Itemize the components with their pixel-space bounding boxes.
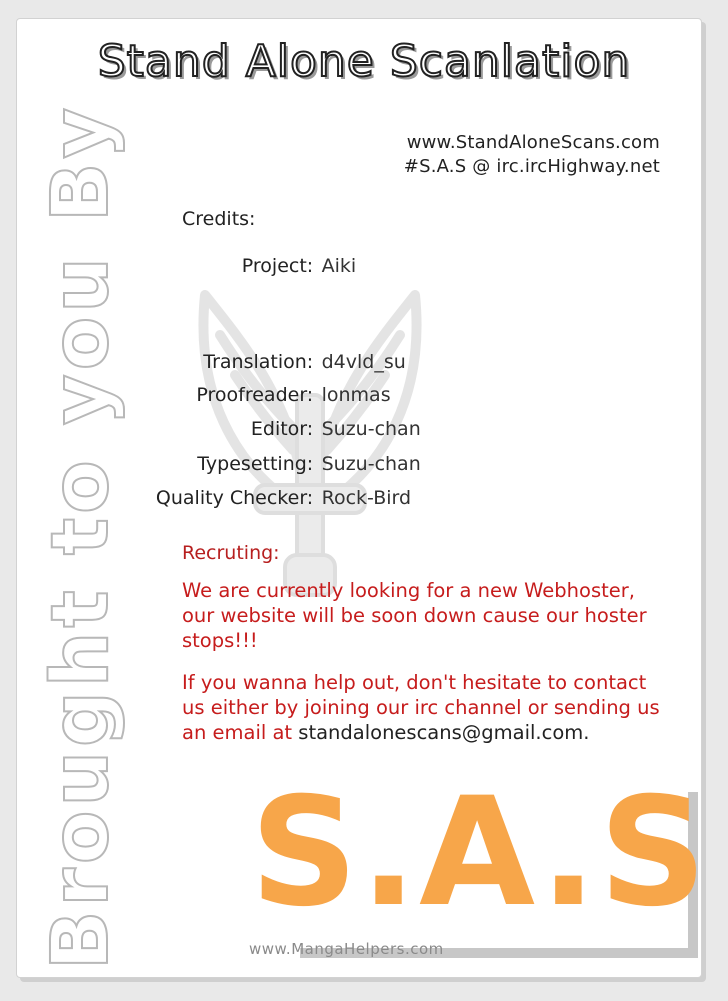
sas-logo: S.A.S: [250, 766, 709, 940]
footer-credit: www.MangaHelpers.com: [249, 940, 444, 958]
contact-email: standalonescans@gmail.com.: [298, 721, 590, 744]
website-url: www.StandAloneScans.com: [406, 132, 660, 153]
credits-heading: Credits:: [182, 208, 256, 230]
recruiting-heading: Recruting:: [182, 542, 280, 564]
credit-role: Editor:: [250, 418, 314, 440]
recruiting-contact-text: If you wanna help out, don't hesitate to contact us either by joining our irc channel or sending us an email at: [182, 671, 660, 744]
credit-name: lonmas: [321, 384, 391, 406]
credit-name: d4vld_su: [321, 351, 406, 373]
credit-name: Aiki: [321, 255, 357, 277]
credit-role: Project:: [241, 255, 314, 277]
credit-row: [120, 255, 540, 281]
credit-name: Suzu-chan: [321, 453, 421, 475]
credit-row: [120, 453, 540, 479]
credit-row: [120, 384, 540, 410]
irc-channel: #S.A.S @ irc.ircHighway.net: [403, 156, 660, 177]
credit-role: Quality Checker:: [155, 487, 314, 509]
credit-row: [120, 351, 540, 377]
credit-role: Translation:: [203, 351, 314, 373]
credit-row: [120, 418, 540, 444]
credit-role: Typesetting:: [197, 453, 314, 475]
recruiting-contact-paragraph: [182, 670, 662, 745]
credit-row: [120, 487, 540, 513]
brought-to-you-banner: Brought to you By: [36, 103, 126, 970]
credit-name: Rock-Bird: [321, 487, 412, 509]
credit-name: Suzu-chan: [321, 418, 421, 440]
group-title: Stand Alone Scanlation: [97, 36, 631, 87]
recruiting-paragraph: We are currently looking for a new Webhoster, our website will be soon down cause our hoster stops!!!: [182, 579, 647, 652]
credit-role: Proofreader:: [196, 384, 314, 406]
